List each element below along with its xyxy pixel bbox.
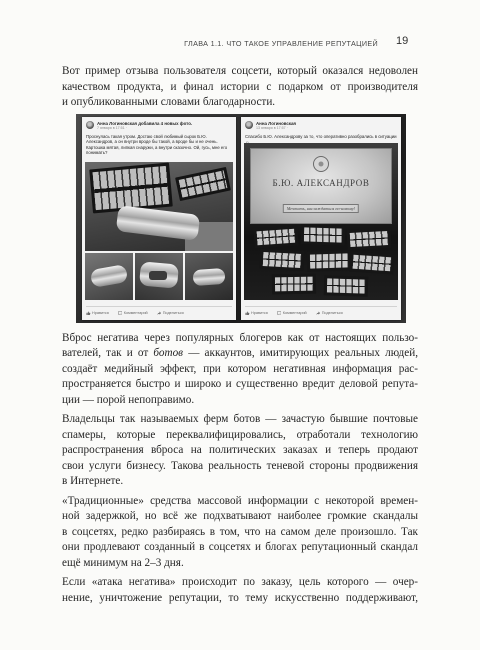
- post-photo-thumb: [185, 253, 233, 300]
- photo-foil-bar: [116, 205, 201, 241]
- comment-action: [277, 311, 307, 316]
- text-segment: вателей, так и от: [62, 347, 154, 359]
- photo-candy-bars: [92, 166, 169, 210]
- intro-text: [62, 64, 418, 111]
- photo-slogan-text: Мечтать, наслаждаться по-новому!: [283, 204, 359, 213]
- comment-action: [118, 311, 148, 316]
- share-action: [157, 311, 184, 316]
- photo-candy-bars: [304, 227, 342, 242]
- paragraph: [62, 64, 418, 111]
- like-action: [86, 311, 109, 316]
- post-actions: [245, 306, 397, 316]
- like-icon: [86, 311, 91, 316]
- text-line: в соцсетях, редко разбираясь в том, что на самом деле произошло. Так: [62, 525, 418, 538]
- author-avatar: [245, 121, 253, 129]
- text-line: они продлевают созданный в соцсетях и блогах репутационный скандал: [62, 541, 418, 553]
- post-complaint: [82, 117, 236, 320]
- brand-logo-icon: [313, 156, 329, 172]
- share-icon: [157, 311, 162, 316]
- text-line: спамеры, которые переквалифицировались, отработали технологию: [62, 428, 418, 441]
- text-line: пространяется быстро и широко и существенно вредит деловой репута-: [62, 378, 418, 390]
- photo-foil-bar: [90, 264, 129, 288]
- post-photo-wrapped-bars: [85, 162, 233, 251]
- body-text: [62, 331, 418, 607]
- text-line: ции — порой непоправимо.: [62, 393, 195, 406]
- text-line: и опубликованными словами благодарности.: [62, 96, 276, 108]
- post-thanks: [241, 117, 401, 320]
- photo-candy-bars: [353, 255, 392, 272]
- photo-foil-bar: [192, 268, 225, 286]
- like-action: [245, 311, 268, 316]
- post-text: Проснулась такая утром. Достаю свой любимый сырок Б.Ю. Александров, а он внутри вроде бы такой, а вроде бы и не очень. Картошка мятая, липкая снаружи, а внутри сказочно. Ой, гусь, мне его понимать?: [86, 133, 228, 156]
- photo-candy-bars: [310, 253, 348, 268]
- text-line: [62, 346, 418, 362]
- post-author: Анна Логиновская добавила 4 новых фото.: [97, 120, 193, 126]
- text-segment: — аккаунтов, имитирующих реальных людей,: [183, 347, 418, 359]
- paragraph: [62, 331, 418, 409]
- photo-candy-box: [175, 167, 231, 201]
- photo-candy-bars: [275, 277, 313, 292]
- photo-candy-bars: [350, 231, 389, 247]
- photo-candy-bars: [257, 229, 296, 246]
- text-line: Вброс негатива через популярных блогеров как от настоящих пользо-: [62, 331, 418, 344]
- author-avatar: [86, 121, 94, 129]
- photo-candy-bars: [327, 278, 365, 293]
- post-author: Анна Логиновская: [256, 120, 296, 126]
- text-line: распространения вброса на политических заказах и теперь продают: [62, 444, 418, 456]
- text-line: нение, уничтожение репутации, то тему искусственно поддерживают,: [62, 591, 418, 604]
- text-line: Вот пример отзыва пользователя соцсети, который оказался недоволен: [62, 65, 418, 77]
- text-line: свои услуги бизнесу. Такова реальность теневой стороны продвижения: [62, 459, 418, 472]
- photo-gift-box: [301, 224, 346, 246]
- photo-box-lid: [250, 148, 392, 224]
- photo-candy-bars: [263, 252, 302, 268]
- share-label: Поделиться: [321, 310, 343, 315]
- like-icon: [245, 311, 250, 316]
- photo-candy-bars: [179, 170, 228, 197]
- paragraph: [62, 412, 418, 490]
- share-action: [316, 311, 343, 316]
- text-line: Владельцы так называемых ферм ботов — зачастую бывшие почтовые: [62, 413, 418, 425]
- text-line: создаёт медийный эффект, при котором негативная информация рас-: [62, 362, 418, 375]
- post-date: 13 января в 17:57 ·: [256, 126, 288, 130]
- text-line: Если «атака негатива» происходит по заказу, цель которого — очер-: [62, 576, 418, 588]
- text-line: в Интернете.: [62, 475, 124, 487]
- photo-gift-box: [307, 250, 352, 272]
- text-line: качеством продукта, и финал истории с подарком от производителя: [62, 80, 418, 93]
- post-photo-thumb: [135, 253, 183, 300]
- post-photo-thumb: [85, 253, 133, 300]
- photo-gift-box: [324, 275, 369, 297]
- photo-gift-box: [260, 249, 305, 271]
- photo-gift-box: [253, 225, 298, 248]
- text-line: «Традиционные» средства массовой информации с некоторой времен-: [62, 494, 418, 507]
- review-screenshots-figure: [76, 114, 406, 323]
- post-date: 7 января в 17:51 ·: [97, 126, 127, 130]
- share-icon: [316, 311, 321, 316]
- comment-label: Комментарий: [282, 310, 307, 315]
- photo-gift-box: [347, 228, 392, 250]
- paragraph: [62, 575, 418, 606]
- like-label: Нравится: [92, 310, 109, 315]
- comment-label: Комментарий: [123, 310, 148, 315]
- like-label: Нравится: [251, 310, 268, 315]
- photo-brand-text: Б.Ю. АЛЕКСАНДРОВ: [272, 178, 370, 188]
- post-actions: [86, 306, 232, 316]
- photo-gift-box: [349, 251, 394, 274]
- post-text: Спасибо Б.Ю. Александрову за то, что оперативно разобрались в ситуации: [245, 134, 397, 139]
- text-line: ещё минимум на 2–3 дня.: [62, 556, 184, 569]
- comment-icon: [277, 311, 282, 316]
- post-photo-gift-boxes: [244, 143, 398, 300]
- photo-bar-cut: [149, 271, 167, 280]
- text-line: ной задержкой, но всё же подхватывают наиболее громкие скандалы: [62, 510, 418, 522]
- emphasized-term: ботов: [153, 347, 184, 359]
- paragraph: [62, 494, 418, 572]
- comment-icon: [118, 311, 123, 316]
- photo-gift-box: [272, 274, 316, 295]
- share-label: Поделиться: [162, 310, 184, 315]
- running-header-chapter-title: ГЛАВА 1.1. ЧТО ТАКОЕ УПРАВЛЕНИЕ РЕПУТАЦИЕЙ: [184, 38, 378, 48]
- page-number: 19: [396, 35, 409, 47]
